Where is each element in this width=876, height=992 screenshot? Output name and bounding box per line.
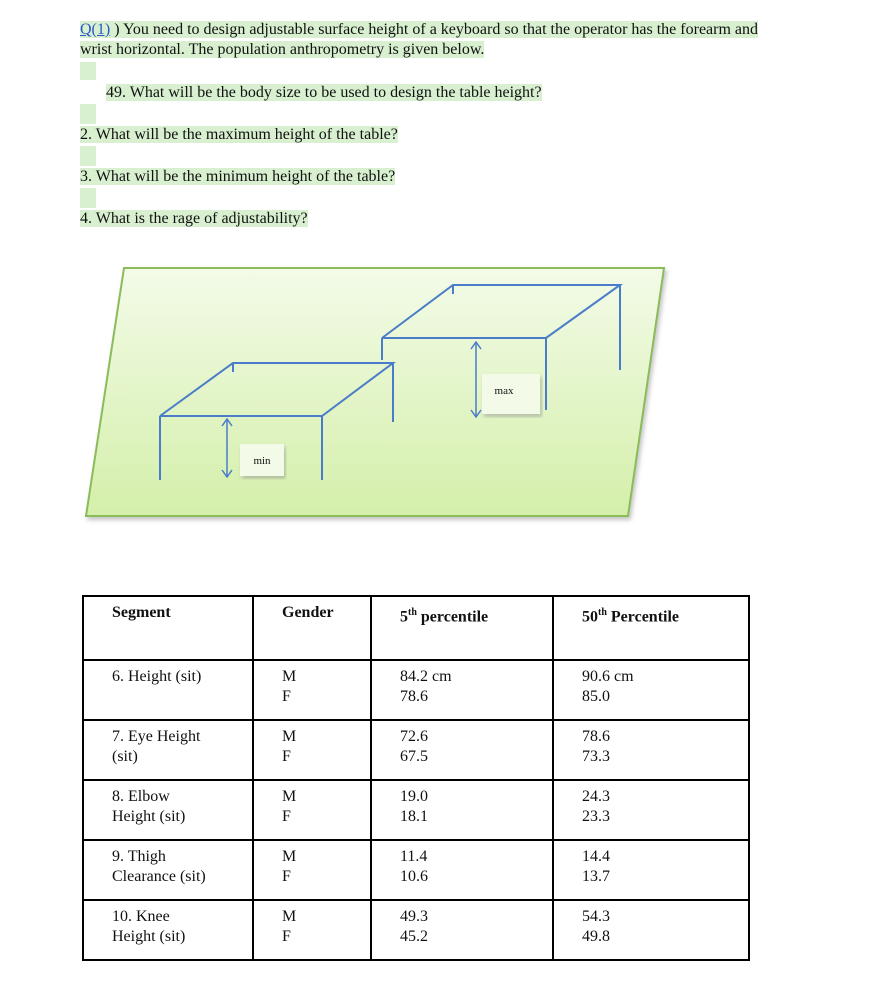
subquestion-1 [106,82,542,104]
cell-p5: 72.6 67.5 [371,720,553,780]
subquestion-2-text: 2. What will be the maximum height of the table? [80,126,398,143]
cell-p50: 24.3 23.3 [553,780,749,840]
cell-segment: 10. Knee Height (sit) [83,900,253,960]
table-row [83,840,749,900]
highlight-gutter [80,146,96,166]
subquestion-4-text: 4. What is the rage of adjustability? [80,210,308,227]
subquestion-2 [80,124,398,146]
subquestion-3-text: 3. What will be the minimum height of the table? [80,168,396,185]
header-gender: Gender [253,596,371,660]
table-row [83,780,749,840]
cell-gender: M F [253,720,371,780]
subquestion-4 [80,208,308,230]
question-number: Q(1) [80,21,111,38]
cell-p5: 11.4 10.6 [371,840,553,900]
min-label: min [253,455,271,467]
anthropometry-table [82,595,750,961]
header-segment: Segment [83,596,253,660]
cell-gender: M F [253,900,371,960]
cell-p50: 54.3 49.8 [553,900,749,960]
subquestion-1-text: 49. What will be the body size to be used to design the table height? [106,84,542,101]
highlight-gutter [80,62,96,80]
cell-segment: 7. Eye Height (sit) [83,720,253,780]
header-p50: 50th Percentile [553,596,749,660]
cell-gender: M F [253,840,371,900]
question-intro [80,20,770,60]
highlight-gutter [80,188,96,208]
table-height-diagram [0,260,876,530]
cell-p5: 84.2 cm 78.6 [371,660,553,720]
table-row [83,660,749,720]
cell-p50: 78.6 73.3 [553,720,749,780]
question-text: ) You need to design adjustable surface height of a keyboard so that the operator has the forearm and wrist horizontal. The population anthropometry is given below. [80,21,759,58]
cell-segment: 6. Height (sit) [83,660,253,720]
header-p5: 5th percentile [371,596,553,660]
diagram-panel [86,268,664,516]
cell-p50: 90.6 cm 85.0 [553,660,749,720]
cell-gender: M F [253,780,371,840]
max-label: max [494,385,514,397]
subquestion-3 [80,166,395,188]
cell-gender: M F [253,660,371,720]
highlight-gutter [80,104,96,124]
table-row [83,900,749,960]
cell-p5: 49.3 45.2 [371,900,553,960]
cell-segment: 8. Elbow Height (sit) [83,780,253,840]
cell-p50: 14.4 13.7 [553,840,749,900]
cell-p5: 19.0 18.1 [371,780,553,840]
cell-segment: 9. Thigh Clearance (sit) [83,840,253,900]
table-row [83,720,749,780]
table-header-row [83,596,749,660]
